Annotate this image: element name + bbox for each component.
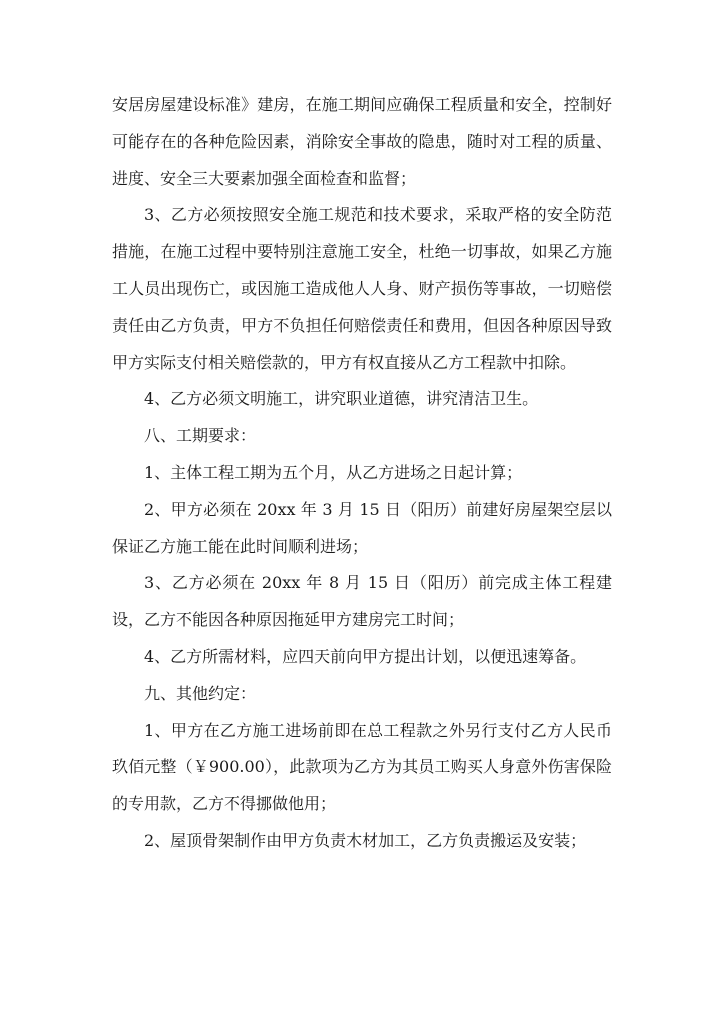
paragraph-materials-plan: 4、乙方所需材料，应四天前向甲方提出计划，以便迅速筹备。 <box>144 646 587 666</box>
paragraph-roof-frame: 2、屋顶骨架制作由甲方负责木材加工，乙方负责搬运及安装； <box>144 830 587 850</box>
section-heading-schedule: 八、工期要求： <box>144 426 257 446</box>
paragraph-civilized-construction: 4、乙方必须文明施工，讲究职业道德，讲究清洁卫生。 <box>144 389 539 409</box>
paragraph-party-a-deadline: 2、甲方必须在 20xx 年 3 月 15 日（阳历）前建好房屋架空层以保证乙方施工能在此时间顺利进场； <box>112 499 612 556</box>
section-heading-other-agreements: 九、其他约定： <box>144 683 257 703</box>
paragraph-continued-construction-standards: 安居房屋建设标准》建房，在施工期间应确保工程质量和安全，控制好可能存在的各种危险因素，消除安全事故的隐患，随时对工程的质量、进度、安全三大要素加强全面检查和监督； <box>112 95 612 188</box>
document-body <box>112 87 612 860</box>
paragraph-safety-measures: 3、乙方必须按照安全施工规范和技术要求，采取严格的安全防范措施，在施工过程中要特别注意施工安全，杜绝一切事故，如果乙方施工人员出现伤亡，或因施工造成他人人身、财产损伤等事故，一切赔偿责任由乙方负责，甲方不负担任何赔偿责任和费用，但因各种原因导致甲方实际支付相关赔偿款的，甲方有权直接从乙方工程款中扣除。 <box>112 205 612 372</box>
paragraph-party-b-deadline: 3、乙方必须在 20xx 年 8 月 15 日（阳历）前完成主体工程建设，乙方不能因各种原因拖延甲方建房完工时间； <box>112 573 612 630</box>
paragraph-main-construction-period: 1、主体工程工期为五个月，从乙方进场之日起计算； <box>144 462 523 482</box>
paragraph-insurance-payment: 1、甲方在乙方施工进场前即在总工程款之外另行支付乙方人民币玖佰元整（￥900.00），此款项为乙方为其员工购买人身意外伤害保险的专用款，乙方不得挪做他用； <box>112 720 612 814</box>
